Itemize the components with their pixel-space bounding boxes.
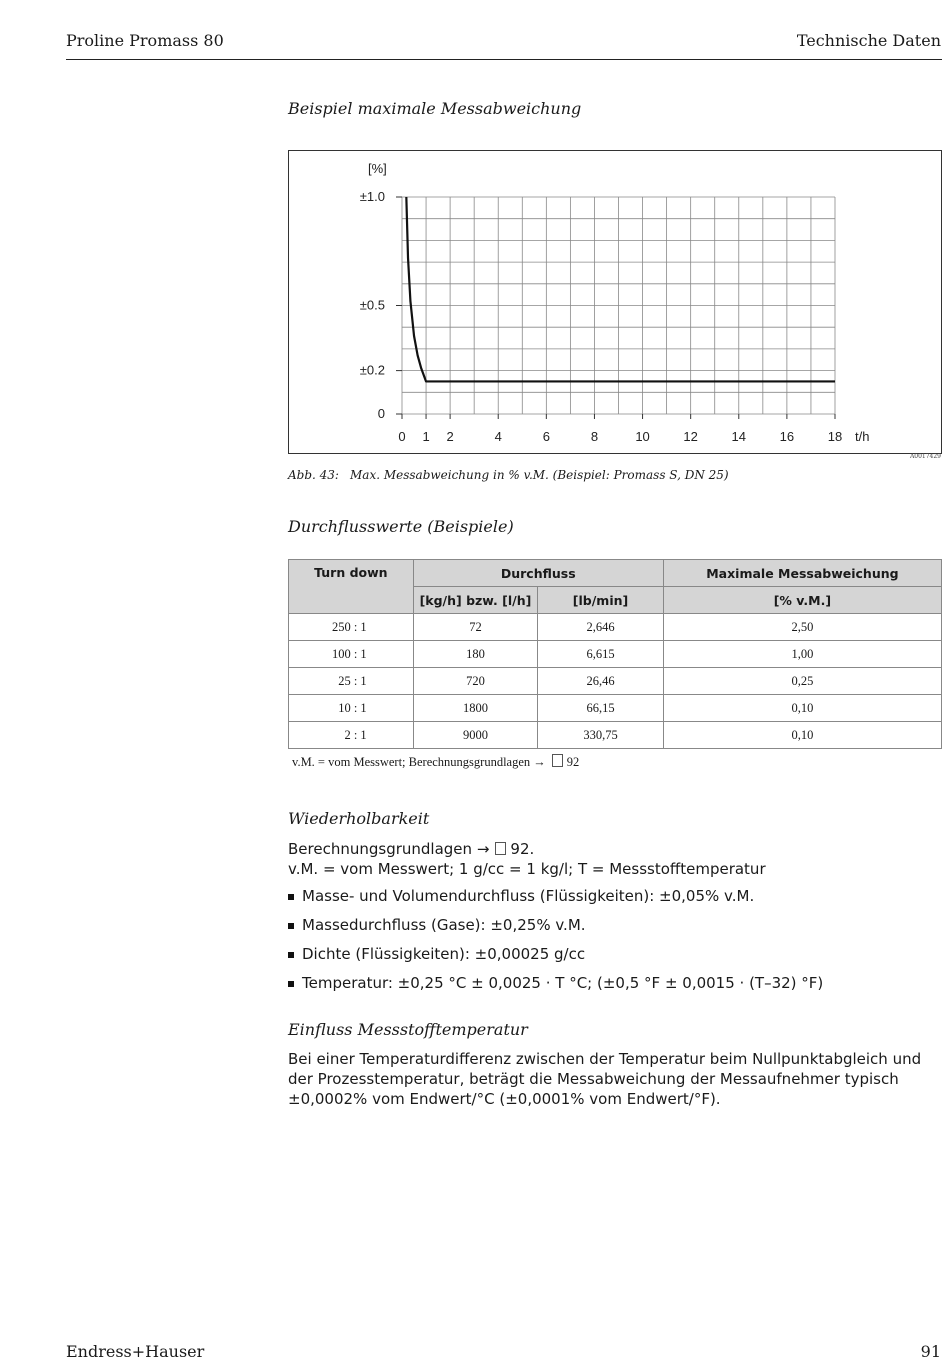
list-item xyxy=(288,973,823,1002)
x-tick-label: 14 xyxy=(731,429,747,444)
list-item-text: Dichte (Flüssigkeiten): ±0,00025 g/cc xyxy=(302,945,586,963)
bullet-icon xyxy=(288,981,294,987)
footer-brand: Endress+Hauser xyxy=(66,1342,205,1361)
section-title-flow-values: Durchflusswerte (Beispiele) xyxy=(288,517,514,536)
header-rule xyxy=(66,59,942,60)
table-note-page: 92 xyxy=(566,755,580,769)
y-axis-label: [%] xyxy=(368,161,387,176)
table-cell: 1800 xyxy=(413,695,538,722)
table-cell: 6,615 xyxy=(538,641,664,668)
list-item-text: Massedurchfluss (Gase): ±0,25% v.M. xyxy=(302,916,586,934)
flow-values-table xyxy=(288,559,942,749)
header-title: Proline Promass 80 xyxy=(66,31,224,50)
bullet-icon xyxy=(288,894,294,900)
table-cell: 66,15 xyxy=(538,695,664,722)
table-cell: 250 : 1 xyxy=(289,614,414,641)
table-cell: 0,25 xyxy=(663,668,941,695)
page-number: 91 xyxy=(920,1342,941,1361)
caption-text: Max. Messabweichung in % v.M. (Beispiel: Promass S, DN 25) xyxy=(350,468,729,482)
col-header-pct: [% v.M.] xyxy=(663,587,941,614)
repeatability-definitions: v.M. = vom Messwert; 1 g/cc = 1 kg/l; T = Messstofftemperatur xyxy=(288,860,766,878)
table-row xyxy=(289,641,942,668)
table-row xyxy=(289,695,942,722)
y-tick-label: 0 xyxy=(377,406,385,421)
table-cell: 25 : 1 xyxy=(289,668,414,695)
section-title-max-deviation: Beispiel maximale Messabweichung xyxy=(288,99,582,118)
table-cell: 2 : 1 xyxy=(289,722,414,749)
table-row xyxy=(289,722,942,749)
list-item xyxy=(288,944,823,973)
section-title-temperature-influence: Einfluss Messstofftemperatur xyxy=(288,1020,528,1039)
page-ref-icon xyxy=(495,842,506,855)
series-line xyxy=(406,197,835,381)
table-cell: 0,10 xyxy=(663,722,941,749)
ref-page: 92. xyxy=(510,840,535,858)
col-header-kgh: [kg/h] bzw. [l/h] xyxy=(413,587,538,614)
table-cell: 2,50 xyxy=(663,614,941,641)
deviation-chart xyxy=(288,150,942,454)
col-header-turndown: Turn down xyxy=(289,560,414,614)
col-header-max-deviation: Maximale Messabweichung xyxy=(663,560,941,587)
figure-caption xyxy=(288,468,729,482)
x-tick-label: 0 xyxy=(398,429,406,444)
x-tick-label: 12 xyxy=(683,429,698,444)
x-tick-label: 2 xyxy=(446,429,454,444)
y-tick-label: ±0.5 xyxy=(359,297,385,313)
bullet-icon xyxy=(288,923,294,929)
table-cell: 1,00 xyxy=(663,641,941,668)
table-cell: 26,46 xyxy=(538,668,664,695)
table-row xyxy=(289,668,942,695)
table-note-text: v.M. = vom Messwert; Berechnungsgrundlagen xyxy=(292,755,531,769)
table-footnote xyxy=(292,754,579,770)
list-item xyxy=(288,915,823,944)
x-tick-label: 1 xyxy=(422,429,430,444)
list-item-text: Temperatur: ±0,25 °C ± 0,0025 · T °C; (±0,5 °F ± 0,0015 · (T–32) °F) xyxy=(302,974,824,992)
table-cell: 330,75 xyxy=(538,722,664,749)
table-cell: 180 xyxy=(413,641,538,668)
arrow-icon: → xyxy=(533,755,546,769)
list-item xyxy=(288,886,823,915)
table-cell: 72 xyxy=(413,614,538,641)
x-axis-label: t/h xyxy=(855,429,870,444)
chart-svg xyxy=(289,151,941,453)
x-tick-label: 4 xyxy=(494,429,502,444)
x-tick-label: 16 xyxy=(779,429,795,444)
y-tick-label: ±1.0 xyxy=(359,189,385,204)
table-cell: 10 : 1 xyxy=(289,695,414,722)
table-cell: 720 xyxy=(413,668,538,695)
col-header-durchfluss: Durchfluss xyxy=(413,560,663,587)
figure-code: A0017429 xyxy=(909,453,941,460)
table-cell: 100 : 1 xyxy=(289,641,414,668)
x-tick-label: 6 xyxy=(542,429,550,444)
caption-label: Abb. 43: xyxy=(288,468,339,482)
y-tick-label: ±0.2 xyxy=(359,362,385,378)
bullet-icon xyxy=(288,952,294,958)
repeatability-list xyxy=(288,886,823,1002)
x-tick-label: 8 xyxy=(590,429,599,444)
table-cell: 2,646 xyxy=(538,614,664,641)
col-header-lbmin: [lb/min] xyxy=(538,587,664,614)
header-section: Technische Daten xyxy=(796,31,941,50)
section-title-repeatability: Wiederholbarkeit xyxy=(288,809,430,828)
table-cell: 9000 xyxy=(413,722,538,749)
table-cell: 0,10 xyxy=(663,695,941,722)
temperature-influence-text: Bei einer Temperaturdifferenz zwischen der Temperatur beim Nullpunktabgleich und der Prozesstemperatur, beträgt die Messabweichung der Messaufnehmer typisch ±0,0002% vom Endwert/°C (±0,0001% vom Endwert/°F). xyxy=(288,1050,922,1108)
list-item-text: Masse- und Volumendurchfluss (Flüssigkeiten): ±0,05% v.M. xyxy=(302,887,755,905)
page-ref-icon xyxy=(552,754,563,767)
table-row xyxy=(289,614,942,641)
repeatability-ref-line xyxy=(288,839,534,859)
arrow-icon: → xyxy=(476,840,490,858)
ref-text: Berechnungsgrundlagen xyxy=(288,840,473,858)
x-tick-label: 10 xyxy=(635,429,650,444)
x-tick-label: 18 xyxy=(827,429,843,444)
